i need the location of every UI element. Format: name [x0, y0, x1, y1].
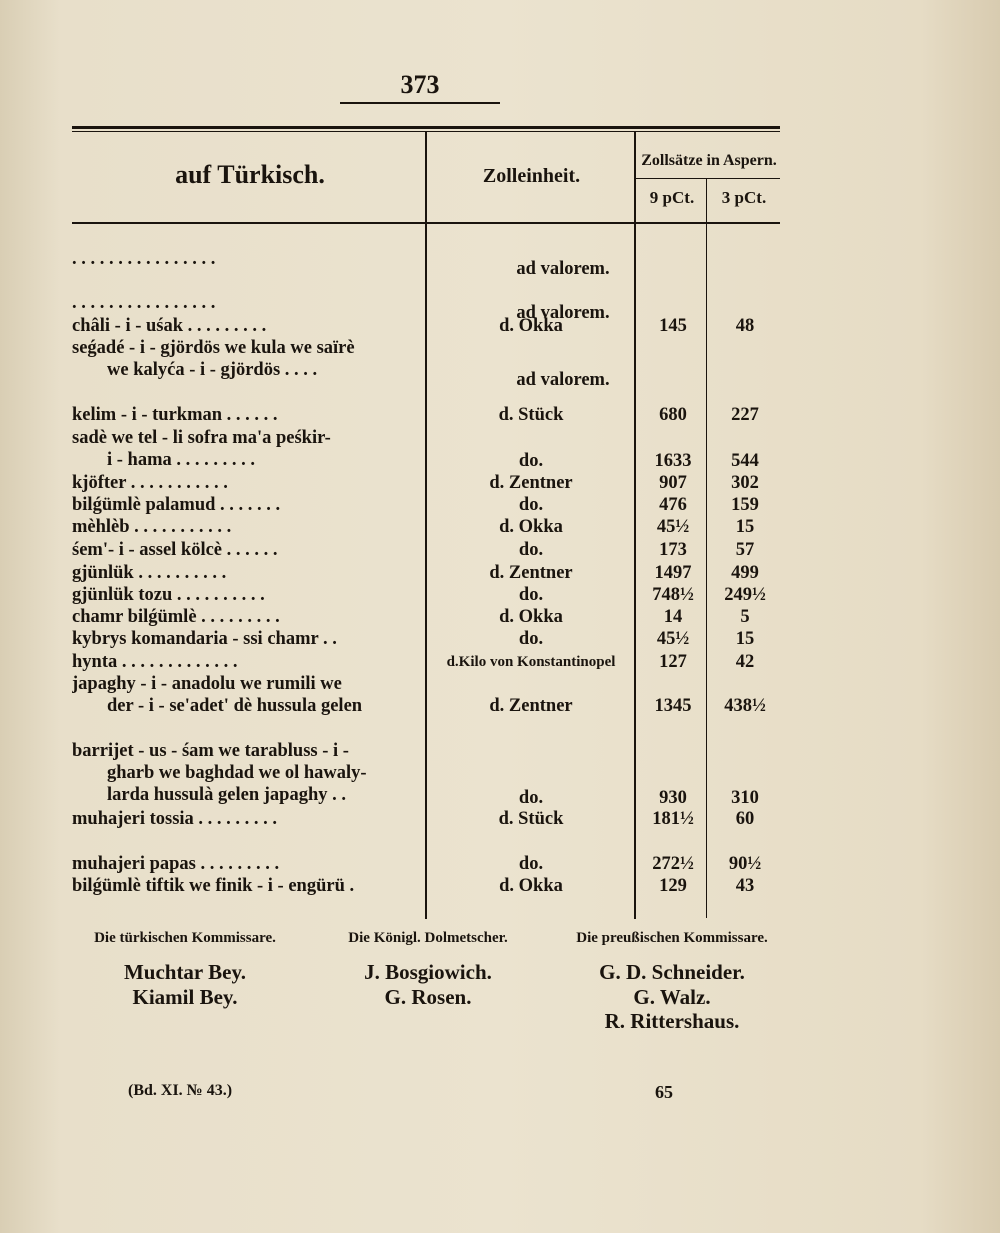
row-value-9pct: 1497 [654, 563, 692, 583]
row-unit: d.Kilo von Konstantinopel [446, 654, 616, 670]
table-row-desc [72, 427, 782, 449]
row-value-9pct: 45½ [656, 517, 690, 537]
row-unit: d. Zentner [489, 473, 573, 493]
sig-title-prussian: Die preußischen Kommissare. [576, 930, 768, 946]
row-description: sadè we tel - li sofra ma'a peśkir- [72, 428, 331, 448]
row-description: gjünlük tozu . . . . . . . . . . [72, 585, 265, 605]
sig-title-turkish: Die türkischen Kommissare. [94, 930, 276, 946]
row-description: gharb we baghdad we ol hawaly- [107, 763, 367, 783]
row-value-3pct: 42 [735, 652, 755, 672]
table-top-rule [72, 126, 780, 129]
table-row-desc [72, 740, 782, 762]
row-value-9pct: 1633 [654, 451, 692, 471]
row-description: seǵadé - i - gjördös we kula we saïrè [72, 338, 355, 358]
row-value-3pct: 15 [735, 629, 755, 649]
row-value-3pct: 15 [735, 517, 755, 537]
table-row-values [72, 292, 782, 323]
table-row-values [72, 539, 782, 561]
table-row-values [72, 584, 782, 606]
table-row-values [72, 808, 782, 830]
table-row-values [72, 404, 782, 426]
sig-name-turkish-2: Kiamil Bey. [132, 985, 238, 1009]
header-zollsaetze: Zollsätze in Aspern. [641, 152, 777, 169]
row-unit: do. [518, 854, 544, 874]
row-value-3pct: 302 [731, 473, 759, 493]
table-row-desc [72, 762, 782, 784]
row-value-3pct: 499 [731, 563, 759, 583]
sig-name-turkish-1: Muchtar Bey. [123, 960, 247, 984]
row-description: muhajeri papas . . . . . . . . . [72, 854, 280, 874]
row-value-3pct: 159 [731, 495, 759, 515]
row-value-3pct: 438½ [724, 696, 766, 716]
row-unit: do. [518, 495, 544, 515]
page-number: 373 [400, 70, 440, 99]
table-row-values [72, 651, 782, 673]
header-3-pct: 3 pCt. [721, 188, 767, 207]
row-unit: d. Stück [498, 405, 564, 425]
sig-name-dolmetscher-2: G. Rosen. [384, 985, 472, 1009]
row-description: kjöfter . . . . . . . . . . . [72, 473, 228, 493]
table-row-values [72, 562, 782, 584]
row-description: gjünlük . . . . . . . . . . [72, 563, 227, 583]
volume-reference: (Bd. XI. № 43.) [128, 1082, 233, 1099]
row-value-9pct: 476 [659, 495, 687, 515]
table-row-values [72, 875, 782, 897]
table-row-values [72, 315, 782, 337]
sig-name-prussian-2: G. Walz. [633, 985, 711, 1009]
sig-title-dolmetscher: Die Königl. Dolmetscher. [348, 930, 508, 946]
row-value-3pct: 60 [735, 809, 755, 829]
row-value-9pct: 127 [659, 652, 687, 672]
sig-name-dolmetscher-1: J. Bosgiowich. [364, 960, 492, 984]
row-unit: d. Zentner [489, 563, 573, 583]
table-row-values [72, 695, 782, 717]
row-value-9pct: 1345 [654, 696, 692, 716]
row-value-9pct: 14 [663, 607, 683, 627]
row-value-3pct: 57 [735, 540, 755, 560]
row-unit: do. [518, 585, 544, 605]
table-row-values [72, 787, 782, 809]
row-unit: d. Zentner [489, 696, 573, 716]
row-description: bilǵümlè palamud . . . . . . . [72, 495, 281, 515]
table-row-values [72, 494, 782, 516]
row-value-9pct: 145 [659, 316, 687, 336]
sheet-number: 65 [655, 1082, 673, 1102]
row-unit: do. [518, 540, 544, 560]
row-unit: do. [518, 629, 544, 649]
row-description: châli - i - uśak . . . . . . . . . [72, 316, 267, 336]
row-value-9pct: 907 [659, 473, 687, 493]
row-value-9pct: 181½ [652, 809, 694, 829]
table-row-values [72, 359, 782, 390]
row-description: hynta . . . . . . . . . . . . . [72, 652, 238, 672]
row-description: śem'- i - assel kölcè . . . . . . [72, 540, 278, 560]
row-description: . . . . . . . . . . . . . . . . [72, 293, 216, 313]
row-description: mèhlèb . . . . . . . . . . . [72, 517, 232, 537]
row-value-3pct: 43 [735, 876, 755, 896]
row-description: chamr bilǵümlè . . . . . . . . . [72, 607, 280, 627]
row-value-3pct: 227 [731, 405, 759, 425]
header-turkish: auf Türkisch. [175, 160, 325, 189]
row-unit: ad valorem. [516, 370, 610, 390]
row-value-3pct: 48 [735, 316, 755, 336]
row-description: bilǵümlè tiftik we finik - i - engürü . [72, 876, 355, 896]
row-unit: d. Okka [499, 517, 563, 537]
sig-name-prussian-1: G. D. Schneider. [599, 960, 745, 984]
sig-name-prussian-3: R. Rittershaus. [604, 1009, 740, 1033]
row-unit: d. Okka [499, 607, 563, 627]
row-value-3pct: 544 [731, 451, 759, 471]
header-9-pct: 9 pCt. [649, 188, 695, 207]
row-value-3pct: 249½ [724, 585, 766, 605]
row-description: barrijet - us - śam we tarabluss - i - [72, 741, 349, 761]
row-unit: d. Okka [499, 876, 563, 896]
row-value-9pct: 129 [659, 876, 687, 896]
row-unit: d. Stück [498, 809, 564, 829]
row-description: we kalyća - i - gjördös . . . . [107, 360, 318, 380]
row-unit: do. [518, 451, 544, 471]
table-row-values [72, 450, 782, 472]
row-description: i - hama . . . . . . . . . [107, 450, 255, 470]
row-value-3pct: 5 [740, 607, 750, 627]
row-unit: do. [518, 788, 544, 808]
table-row-desc [72, 337, 782, 359]
header-zolleinheit: Zolleinheit. [482, 165, 581, 187]
row-description: der - i - se'adet' dè hussula gelen [107, 696, 363, 716]
row-value-3pct: 310 [731, 788, 759, 808]
row-value-9pct: 45½ [656, 629, 690, 649]
table-row-values [72, 516, 782, 538]
table-row-values [72, 853, 782, 875]
row-description: larda hussulà gelen japaghy . . [107, 785, 347, 805]
table-row-values [72, 472, 782, 494]
row-value-9pct: 272½ [652, 854, 694, 874]
row-value-9pct: 748½ [652, 585, 694, 605]
row-description: . . . . . . . . . . . . . . . . [72, 249, 216, 269]
row-value-9pct: 930 [659, 788, 687, 808]
row-unit: ad valorem. [516, 259, 610, 279]
row-value-9pct: 680 [659, 405, 687, 425]
row-value-9pct: 173 [659, 540, 687, 560]
row-description: kelim - i - turkman . . . . . . [72, 405, 278, 425]
row-description: japaghy - i - anadolu we rumili we [72, 674, 342, 694]
row-value-3pct: 90½ [728, 854, 762, 874]
row-description: muhajeri tossia . . . . . . . . . [72, 809, 278, 829]
page-number-rule [340, 102, 500, 104]
table-row-desc [72, 673, 782, 695]
table-row-values [72, 628, 782, 650]
row-unit: ad valorem. [516, 303, 610, 323]
table-row-values [72, 606, 782, 628]
table-row-values [72, 248, 782, 279]
row-unit: d. Okka [499, 316, 563, 336]
zollsaetze-divider [636, 178, 780, 179]
row-description: kybrys komandaria - ssi chamr . . [72, 629, 337, 649]
